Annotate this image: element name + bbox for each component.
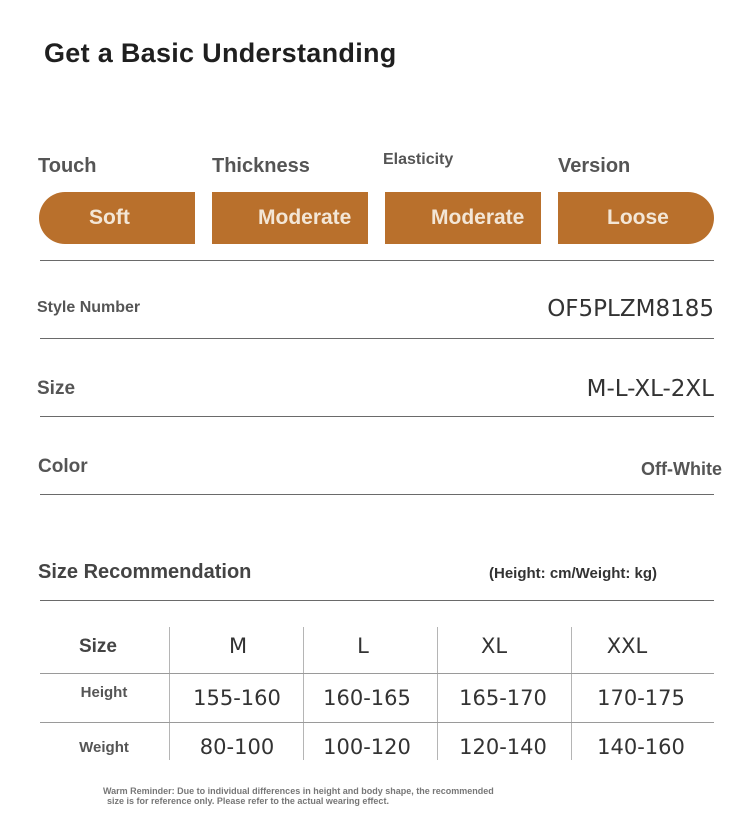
table-header-l: L xyxy=(357,634,369,658)
touch-label: Touch xyxy=(38,155,97,177)
touch-value: Soft xyxy=(89,206,130,229)
size-recommendation-title: Size Recommendation xyxy=(38,561,252,583)
divider xyxy=(40,600,714,601)
elasticity-value-pill xyxy=(385,192,541,244)
table-header-xl: XL xyxy=(480,634,508,658)
thickness-label: Thickness xyxy=(212,155,310,177)
table-cell: 155-160 xyxy=(193,686,281,710)
page-title: Get a Basic Understanding xyxy=(44,38,397,68)
table-row-divider xyxy=(40,673,714,674)
style-number-label: Style Number xyxy=(37,299,141,316)
divider xyxy=(40,338,714,339)
elasticity-label: Elasticity xyxy=(383,151,454,168)
warm-reminder-line: size is for reference only. Please refer to the actual wearing effect. xyxy=(107,796,389,806)
style-number-value: OF5PLZM8185 xyxy=(547,296,714,322)
divider xyxy=(40,260,714,261)
table-header-xxl: XXL xyxy=(606,634,648,658)
color-value: Off-White xyxy=(641,459,722,479)
version-value: Loose xyxy=(607,206,669,229)
table-cell: 165-170 xyxy=(459,686,547,710)
table-header-size: Size xyxy=(78,636,118,657)
version-label: Version xyxy=(558,155,631,177)
thickness-value-pill xyxy=(212,192,368,244)
size-value: M-L-XL-2XL xyxy=(586,376,714,402)
elasticity-value: Moderate xyxy=(431,206,525,229)
divider xyxy=(40,494,714,495)
table-cell: 80-100 xyxy=(199,735,275,759)
table-cell: 170-175 xyxy=(597,686,685,710)
color-label: Color xyxy=(38,456,88,477)
divider xyxy=(40,416,714,417)
warm-reminder-note xyxy=(103,786,573,806)
table-row-divider xyxy=(40,722,714,723)
table-row-label-height: Height xyxy=(80,683,128,701)
table-header-m: M xyxy=(228,634,248,658)
touch-value-pill xyxy=(39,192,195,244)
size-label: Size xyxy=(37,378,76,399)
table-cell: 160-165 xyxy=(323,686,411,710)
units-note: (Height: cm/Weight: kg) xyxy=(489,565,658,582)
table-cell: 140-160 xyxy=(597,735,685,759)
table-row-label-weight: Weight xyxy=(79,738,129,756)
warm-reminder-line: Warm Reminder: Due to individual differences in height and body shape, the recommended xyxy=(103,786,494,796)
table-cell: 120-140 xyxy=(459,735,547,759)
thickness-value: Moderate xyxy=(258,206,352,229)
version-value-pill xyxy=(558,192,714,244)
table-cell: 100-120 xyxy=(323,735,411,759)
